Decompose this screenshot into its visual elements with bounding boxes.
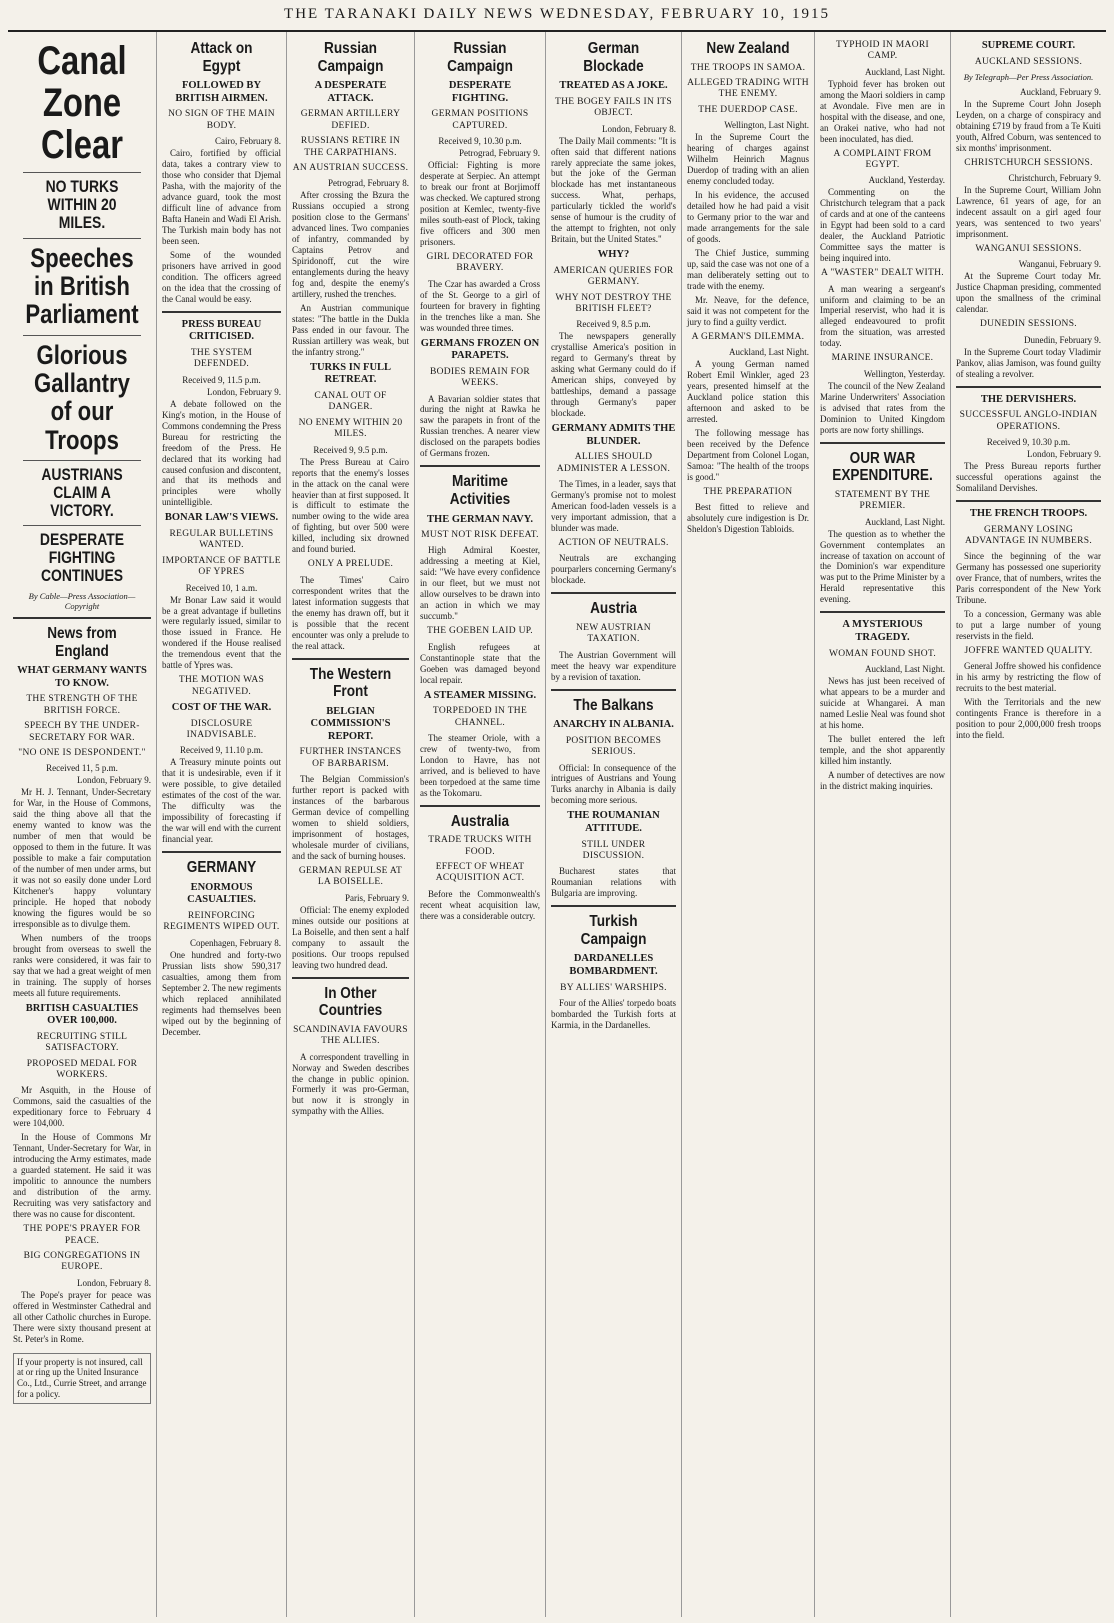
subhead: COST OF THE WAR. <box>171 702 272 714</box>
column-4 <box>415 32 546 1617</box>
paragraph: The question as to whether the Government contemplates an increase of taxation on account of the Dominion's war expenditure was put to the Prime Minister by a Herald representative this evening. <box>820 528 945 605</box>
subhead: IMPORTANCE OF BATTLE OF YPRES <box>162 555 281 578</box>
subhead: AN AUSTRIAN SUCCESS. <box>292 162 409 173</box>
section-new-zealand: New Zealand <box>706 40 790 57</box>
divider <box>820 442 945 444</box>
divider <box>23 335 141 336</box>
paragraph: A Bavarian soldier states that during the night at Rawka he saw the parapets in front of the Russian trenches. A nearer view disclosed on the parapets bodies of Germans frozen. <box>420 393 540 459</box>
paragraph: An Austrian communique states: "The battle in the Dukla Pass ended in our favour. The Russian artillery was weak, but the infantry strong." <box>292 303 409 357</box>
subhead: AUCKLAND SESSIONS. <box>974 56 1083 67</box>
subhead: CHRISTCHURCH SESSIONS. <box>964 157 1093 168</box>
paragraph: The following message has been received by the Defence Department from Colonel Logan, Samoa: "The health of the troops is good." <box>687 427 809 482</box>
dateline: Auckland, Last Night. <box>865 66 945 77</box>
paragraph: Since the beginning of the war Germany has possessed one superiority over France, that of numbers, writes the Paris correspondent of the New York Tribune. <box>956 551 1101 606</box>
column-5 <box>546 32 682 1617</box>
section-news-england: News from England <box>47 625 117 660</box>
column-3 <box>287 32 415 1617</box>
subhead: NO SIGN OF THE MAIN BODY. <box>168 109 275 131</box>
subhead: GERMAN REPULSE AT LA BOISELLE. <box>298 866 403 888</box>
paragraph: Mr. Neave, for the defence, said it was not competent for the jury to find a guilty verdict. <box>687 294 809 327</box>
paragraph: The Press Bureau at Cairo reports that the enemy's losses in the attack on the canal were heavier than at first supposed. It is difficult to estimate the number owing to the wide area of fighting, but over 500 were killed, including six drowned and found buried. <box>292 456 409 555</box>
paragraph: Official: The enemy exploded mines outside our positions at La Boiselle, and then sent a half company to assault the positions. Our troops repulsed leaving two hundred dead. <box>292 904 409 970</box>
column-1 <box>8 32 157 1617</box>
subhead: THE ROUMANIAN ATTITUDE. <box>567 810 660 834</box>
dateline: Copenhagen, February 8. <box>190 937 281 948</box>
dateline: Auckland, Last Night. <box>729 347 809 358</box>
subhead: TREATED AS A JOKE. <box>559 80 668 92</box>
subhead: THE DUERDOP CASE. <box>698 104 798 115</box>
section-war-expenditure: OUR WAR EXPENDITURE. <box>832 449 933 485</box>
subhead: BODIES REMAIN FOR WEEKS. <box>429 366 531 389</box>
paragraph: A young German named Robert Emil Winkler, aged 23 years, presented himself at the Auckland police station this afternoon and asked to be arrested. <box>687 359 809 424</box>
subhead: DESPERATE FIGHTING. <box>448 80 512 104</box>
paragraph: In the Supreme Court John Joseph Leyden, on a charge of conspiracy and obtaining £719 by fraud from a Te Kuiti youth, Alfred Coburn, was sentenced to six months' imprisonment. <box>956 98 1101 153</box>
subhead: NO ENEMY WITHIN 20 MILES. <box>298 417 403 440</box>
paragraph: Commenting on the Christchurch telegram that a pack of cards and at one of the canteens in Egypt had been sold to a card dealer, the Auckland Patriotic Committee says the matter is being inquired into. <box>820 187 945 264</box>
dateline: Cairo, February 8. <box>215 136 281 147</box>
subhead: WOMAN FOUND SHOT. <box>828 648 937 659</box>
section-french-troops: THE FRENCH TROOPS. <box>969 507 1088 519</box>
paragraph: Cairo, fortified by official data, takes a contrary view to those who consider that Djemal Pasha, with the majority of the advance guard, took the most difficult line of advance from Bafta Hanein and Wadi El Arish. The Turkish main body has not been seen. <box>162 148 281 246</box>
subhead: THE PREPARATION <box>703 486 793 497</box>
section-german-blockade: German Blockade <box>583 40 644 75</box>
paragraph: At the Supreme Court today Mr. Justice Chapman presiding, commented upon the smallness of the criminal calendar. <box>956 271 1101 315</box>
subhead: BELGIAN COMMISSION'S REPORT. <box>310 705 391 742</box>
subhead: PRESS BUREAU CRITICISED. <box>181 318 262 343</box>
paragraph: Best fitted to relieve and absolutely cure indigestion is Dr. Sheldon's Digestion Tabloids. <box>687 502 809 534</box>
divider <box>292 658 409 660</box>
credit-line: By Telegraph—Per Press Association. <box>963 71 1094 82</box>
paragraph: One hundred and forty-two Prussian lists show 590,317 casualties, among them from September 2. The new regiments which replaced annihilated regiments had themselves been wiped out by the beginning of December. <box>162 949 281 1037</box>
divider <box>956 500 1101 502</box>
divider <box>23 238 141 239</box>
subhead: PROPOSED MEDAL FOR WORKERS. <box>26 1058 138 1081</box>
paragraph: Official: Fighting is more desperate at Serpiec. An attempt to break our front at Borjimoff was checked. We captured strong position at Kemlec, twenty-five miles south-east of Plock, taking five officers and 300 men prisoners. <box>420 160 540 247</box>
subhead: ONLY A PRELUDE. <box>307 559 394 570</box>
divider <box>162 851 281 853</box>
divider <box>162 311 281 313</box>
subhead: BRITISH CASUALTIES OVER 100,000. <box>25 1002 139 1027</box>
subhead: ALLEGED TRADING WITH THE ENEMY. <box>687 77 809 100</box>
received-line: Received 9, 11.5 p.m. <box>182 374 261 385</box>
subhead: THE MOTION WAS NEGATIVED. <box>178 675 265 697</box>
paragraph: General Joffre showed his confidence in his army by restricting the flow of recruits to the best material. <box>956 661 1101 694</box>
dateline: Christchurch, February 9. <box>1008 173 1101 184</box>
divider <box>292 977 409 979</box>
column-8 <box>951 32 1106 1617</box>
subhead: WANGANUI SESSIONS. <box>975 244 1082 255</box>
subhead: THE POPE'S PRAYER FOR PEACE. <box>23 1224 141 1246</box>
subhead: SUCCESSFUL ANGLO-INDIAN OPERATIONS. <box>959 410 1098 432</box>
subhead: CANAL OUT OF DANGER. <box>314 391 387 413</box>
paragraph: Mr Asquith, in the House of Commons, said the casualties of the expeditionary force to February 4 were 104,000. <box>13 1085 151 1129</box>
dateline: London, February 9. <box>77 775 151 786</box>
headline-speeches: Speeches in British Parliament <box>25 242 139 330</box>
subhead: FURTHER INSTANCES OF BARBARISM. <box>299 747 402 769</box>
subhead: DARDANELLES BOMBARDMENT. <box>569 953 658 978</box>
paragraph: With the Territorials and the new contingents France is therefore in a position to pour 2,000,000 fresh troops into the field. <box>956 697 1101 741</box>
paragraph: The newspapers generally crystallise America's position in regard to Germany's threat by asking what Germany could do if American ships, conveyed by battleships, demand a passage through Germany's paper blockade. <box>551 331 676 419</box>
paragraph: The Chief Justice, summing up, said the case was not one of a man deliberately setting out to trade with the enemy. <box>687 247 809 291</box>
dateline: Petrograd, February 8. <box>328 178 409 189</box>
paragraph: A correspondent travelling in Norway and Sweden describes the change in public opinion. Formerly it was pro-German, but now it is strongly in sympathy with the Allies. <box>292 1051 409 1117</box>
paragraph: Official: In consequence of the intrigues of Austrians and Young Turks anarchy in Albania is daily becoming more serious. <box>551 762 676 806</box>
subhead: A DESPERATE ATTACK. <box>314 80 387 104</box>
paragraph: The Times' Cairo correspondent writes that the latest information suggests that the enemy has drawn off, but it is possible that the recent encounter was only a prelude to the real attack. <box>292 574 409 651</box>
received-line: Received 9, 11.10 p.m. <box>180 745 263 756</box>
paragraph: Some of the wounded prisoners have arrived in good condition. The officers agreed on the idea that the crossing of the Canal would be easy. <box>162 249 281 304</box>
subhead: ALLIES SHOULD ADMINISTER A LESSON. <box>556 452 671 474</box>
column-7 <box>815 32 951 1617</box>
subhead: GERMANY ADMITS THE BLUNDER. <box>551 423 676 447</box>
paragraph: In the House of Commons Mr Tennant, Under-Secretary for War, in introducing the Army estimates, made a guarded statement. He said it was impolitic to announce the numbers and distribution of the army. Recruiting was very satisfactory and there was no cause for discontent. <box>13 1132 151 1220</box>
subhead: STATEMENT BY THE PREMIER. <box>834 489 931 512</box>
paragraph: A debate followed on the King's motion, in the House of Commons condemning the Press Bureau for restricting the freedom of the Press. He declared that its working had caused confusion and discontent, and that its methods and principles were wholly unintelligible. <box>162 398 281 508</box>
paragraph: Four of the Allies' torpedo boats bombarded the Turkish forts at Karmia, in the Dardanelles. <box>551 998 676 1030</box>
paragraph: Before the Commonwealth's recent wheat acquisition law, there was a considerable outcry. <box>420 888 540 921</box>
subhead: GERMANY LOSING ADVANTAGE IN NUMBERS. <box>964 524 1093 546</box>
paragraph: The steamer Oriole, with a crew of twenty-two, from London to Havre, has not arrived, and is believed to have been torpedoed at the same time as the Tokomaru. <box>420 732 540 798</box>
subhead: RUSSIANS RETIRE IN THE CARPATHIANS. <box>300 136 401 158</box>
section-austria: Austria <box>590 600 637 618</box>
section-russian-campaign: Russian Campaign <box>317 40 384 75</box>
paragraph: The Austrian Government will meet the heavy war expenditure by a revision of taxation. <box>551 649 676 682</box>
subhead: A MYSTERIOUS TRAGEDY. <box>842 619 923 643</box>
subhead: WHAT GERMANY WANTS TO KNOW. <box>17 665 147 689</box>
dateline: Auckland, Yesterday. <box>868 175 945 186</box>
dateline: London, February 8. <box>77 1277 151 1288</box>
subhead: DUNEDIN SESSIONS. <box>980 319 1077 330</box>
headline-gallantry: Glorious Gallantry of our Troops <box>34 339 130 455</box>
masthead: THE TARANAKI DAILY NEWS WEDNESDAY, FEBRUARY 10, 1915 <box>8 6 1106 32</box>
paragraph: News has just been received of what appears to be a murder and suicide at Whangarei. A man named Leslie Neal was found shot at his home. <box>820 675 945 730</box>
subhead: SCANDINAVIA FAVOURS THE ALLIES. <box>293 1024 408 1047</box>
insurance-advertisement: If your property is not insured, call at or ring up the United Insurance Co., Ltd., Currie Street, and arrange for a policy. <box>13 1353 151 1404</box>
subhead: GERMAN POSITIONS CAPTURED. <box>431 109 529 131</box>
divider <box>551 592 676 594</box>
dateline: Auckland, Last Night. <box>865 516 945 527</box>
received-line: Received 9, 10.30 p.m. <box>986 437 1071 447</box>
subhead: A "WASTER" DEALT WITH. <box>821 268 944 279</box>
subhead: THE BOGEY FAILS IN ITS OBJECT. <box>555 96 672 119</box>
divider <box>23 460 141 461</box>
dateline: London, February 9. <box>1027 449 1101 459</box>
paragraph: After crossing the Bzura the Russians occupied a strong position close to the Germans' advanced lines. Two companies of infantry, commanded by Captains Petrov and Spiridonoff, cut the wire entanglements during the heavy fog and, despite the enemy's artillery, rushed the trenches. <box>292 190 409 300</box>
dateline: Dunedin, February 9. <box>1024 334 1101 345</box>
subhead: ACTION OF NEUTRALS. <box>558 537 669 548</box>
subhead: SPEECH BY THE UNDER-SECRETARY FOR WAR. <box>24 721 140 743</box>
subhead: ENORMOUS CASUALTIES. <box>187 881 256 906</box>
paragraph: Mr Bonar Law said it would be a great advantage if bulletins were regularly issued, similar to those issued in France. He wondered if the House realised the tremendous event that the battle of Ypres was. <box>162 594 281 671</box>
paragraph: In his evidence, the accused detailed how he had paid a visit to Germany prior to the war and made arrangements for the sale of goods. <box>687 190 809 244</box>
subhead: TRADE TRUCKS WITH FOOD. <box>428 835 532 857</box>
section-germany: GERMANY <box>186 859 257 877</box>
divider <box>23 172 141 173</box>
section-australia: Australia <box>450 812 510 830</box>
paragraph: The Daily Mail comments: "It is often said that different nations rarely appreciate the same jokes, but the joke of the German blockade has met instantaneous success. What, perhaps, particularly tickled the world's sense of humour is the crudity of the attempt to frighten, not only Britain, but the United States." <box>551 135 676 245</box>
paragraph: A number of detectives are now in the district making inquiries. <box>820 769 945 791</box>
paragraph: When numbers of the troops brought from overseas to swell the ranks were considered, it was fair to say that we had a great weight of men in training. The supply of horses meets all future requirements. <box>13 932 151 998</box>
subhead: GERMAN ARTILLERY DEFIED. <box>300 109 401 131</box>
subhead: A COMPLAINT FROM EGYPT. <box>833 148 932 170</box>
subhead: JOFFRE WANTED QUALITY. <box>964 646 1093 657</box>
subhead: NEW AUSTRIAN TAXATION. <box>576 622 651 645</box>
subhead: GIRL DECORATED FOR BRAVERY. <box>426 251 534 274</box>
headline-no-turks: NO TURKS WITHIN 20 MILES. <box>45 177 119 232</box>
received-line: Received 9, 8.5 p.m. <box>576 319 651 330</box>
paragraph: Typhoid fever has broken out among the Maori soldiers in camp at Avondale. Five men are in hospital with the disease, and one, an Orakei native, who had not been inoculated, has died. <box>820 78 945 144</box>
subhead: AMERICAN QUERIES FOR GERMANY. <box>553 265 674 288</box>
credit-line: By Cable—Press Association—Copyright <box>28 591 136 611</box>
section-balkans: The Balkans <box>573 696 654 714</box>
subhead: A GERMAN'S DILEMMA. <box>691 331 805 342</box>
section-other-countries: In Other Countries <box>318 984 383 1020</box>
subhead: THE STRENGTH OF THE BRITISH FORCE. <box>26 694 138 716</box>
subhead: "NO ONE IS DESPONDENT." <box>18 747 146 758</box>
subhead: TORPEDOED IN THE CHANNEL. <box>432 706 528 728</box>
section-attack-egypt: Attack on Egypt <box>190 40 253 75</box>
paragraph: The Times, in a leader, says that Germany's promise not to molest American food-laden vessels is a very important admission, that a blunder was made. <box>551 479 676 533</box>
subhead: THE GERMAN NAVY. <box>427 513 533 525</box>
subhead: WHY? <box>597 249 630 261</box>
dateline: Petrograd, February 9. <box>459 148 540 159</box>
divider <box>420 465 540 467</box>
column-2 <box>157 32 287 1617</box>
paragraph: English refugees at Constantinople state that the Goeben was damaged beyond local repair. <box>420 641 540 685</box>
paragraph: In the Supreme Court today Vladimir Pankov, alias Jamison, was found guilty of stealing a revolver. <box>956 346 1101 379</box>
headline-austrians: AUSTRIANS CLAIM A VICTORY. <box>41 464 123 520</box>
paragraph: A Treasury minute points out that it is undesirable, even if it were possible, to give detailed estimates of the cost of the war. The difficulty was the impossibility of forecasting if the war will end with the current financial year. <box>162 757 281 845</box>
paragraph: High Admiral Koester, addressing a meeting at Kiel, said: "We have every confidence in our fleet, but we must not allow ourselves to be drawn into an action in which we may succumb." <box>420 545 540 622</box>
subhead: DISCLOSURE INADVISABLE. <box>186 718 257 741</box>
paragraph: The Press Bureau reports further successful operations against the Somaliland Dervishes. <box>956 461 1101 493</box>
divider <box>23 525 141 526</box>
paragraph: In the Supreme Court the hearing of charges against Wilhelm Heinrich Magnus Duerdop of trading with an alien enemy concluded today. <box>687 132 809 187</box>
subhead: FOLLOWED BY BRITISH AIRMEN. <box>175 80 268 104</box>
paragraph: To a concession, Germany was able to put a large number of young reservists in the field. <box>956 609 1101 642</box>
section-supreme-court: SUPREME COURT. <box>981 40 1076 51</box>
columns <box>8 32 1106 1617</box>
section-turkish-campaign: Turkish Campaign <box>580 913 647 948</box>
subhead: MARINE INSURANCE. <box>831 353 934 364</box>
subhead: REGULAR BULLETINS WANTED. <box>169 528 274 551</box>
received-line: Received 11, 5 p.m. <box>46 763 118 774</box>
subhead: STILL UNDER DISCUSSION. <box>581 839 646 861</box>
subhead: RECRUITING STILL SATISFACTORY. <box>36 1031 128 1054</box>
subhead: BIG CONGREGATIONS IN EUROPE. <box>23 1250 141 1273</box>
paragraph: Bucharest states that Roumanian relations with Bulgaria are improving. <box>551 866 676 899</box>
subhead: THE GOEBEN LAID UP. <box>427 626 533 637</box>
received-line: Received 9, 9.5 p.m. <box>313 444 388 455</box>
section-western-front: The Western Front <box>309 665 392 701</box>
paragraph: A man wearing a sergeant's uniform and claiming to be an Imperial reservist, who had it is alleged endeavoured to profit from the situation, was arrested today. <box>820 283 945 349</box>
subhead: WHY NOT DESTROY THE BRITISH FLEET? <box>555 292 672 315</box>
received-line: Received 10, 1 a.m. <box>185 582 258 593</box>
received-line: Received 9, 10.30 p.m. <box>438 136 522 147</box>
subhead: THE SYSTEM DEFENDED. <box>190 347 253 370</box>
column-6 <box>682 32 815 1617</box>
divider <box>551 905 676 907</box>
paragraph: The Pope's prayer for peace was offered in Westminster Cathedral and all other Catholic churches in Europe. There were sixty thousand present at St. Peter's in Rome. <box>13 1289 151 1344</box>
section-maritime: Maritime Activities <box>449 473 511 508</box>
paragraph: The Czar has awarded a Cross of the St. George to a girl of fourteen for bravery in fighting in the trenches like a man. She was wounded three times. <box>420 278 540 333</box>
subhead: EFFECT OF WHEAT ACQUISITION ACT. <box>435 862 525 884</box>
headline-canal-zone: Canal Zone Clear <box>37 39 127 167</box>
subhead: ANARCHY IN ALBANIA. <box>553 719 674 731</box>
dateline: Auckland, Last Night. <box>865 663 945 674</box>
subhead: BONAR LAW'S VIEWS. <box>164 512 279 524</box>
divider <box>956 386 1101 388</box>
section-russian-campaign-2: Russian Campaign <box>447 40 513 75</box>
subhead: TURKS IN FULL RETREAT. <box>309 361 392 386</box>
headline-desperate: DESPERATE FIGHTING CONTINUES <box>39 530 125 586</box>
divider <box>551 689 676 691</box>
divider <box>13 617 151 619</box>
subhead: BY ALLIES' WARSHIPS. <box>560 982 667 993</box>
paragraph: In the Supreme Court, William John Lawrence, 61 years of age, for an indecent assault on a girl aged four years, was sentenced to two years' imprisonment. <box>956 185 1101 240</box>
subhead: REINFORCING REGIMENTS WIPED OUT. <box>163 911 280 933</box>
paragraph: The Belgian Commission's further report is packed with instances of the barbarous German device of compelling women to shield soldiers, imprisonment of hostages, wholesale murder of civilians, and the sack of burning houses. <box>292 774 409 862</box>
paragraph: Neutrals are exchanging pourparlers concerning Germany's blockade. <box>551 553 676 586</box>
section-dervishers: THE DERVISHERS. <box>980 393 1077 405</box>
dateline: London, February 8. <box>602 123 676 134</box>
dateline: Auckland, February 9. <box>1020 86 1101 97</box>
subhead: A STEAMER MISSING. <box>423 689 537 701</box>
dateline: Paris, February 9. <box>345 892 409 903</box>
paragraph: The bullet entered the left temple, and the shot apparently killed him instantly. <box>820 733 945 766</box>
dateline: Wanganui, February 9. <box>1018 259 1101 270</box>
dateline: Wellington, Yesterday. <box>863 368 945 379</box>
divider <box>420 805 540 807</box>
dateline: London, February 9. <box>207 386 281 397</box>
subhead: MUST NOT RISK DEFEAT. <box>421 530 539 541</box>
subhead: GERMANS FROZEN ON PARAPETS. <box>420 337 540 362</box>
dateline: Wellington, Last Night. <box>724 120 809 131</box>
subhead: POSITION BECOMES SERIOUS. <box>565 735 662 758</box>
subhead: THE TROOPS IN SAMOA. <box>690 62 806 73</box>
paragraph: The council of the New Zealand Marine Underwriters' Association is advised that rates from the Dominion to United Kingdom ports are now forty shillings. <box>820 380 945 435</box>
subhead: TYPHOID IN MAORI CAMP. <box>836 40 929 62</box>
divider <box>820 611 945 613</box>
paragraph: Mr H. J. Tennant, Under-Secretary for War, in the House of Commons, said the thing above all that the enemy wanted to know was the number of men that would be opposed to them in the future. It was possible to make a fair computation of the number of men under arms, but it was not so easily done under Lord Kitchener's happy voluntary principle. He hoped that nobody knowing the figures would be so irresponsible as to divulge them. <box>13 787 151 929</box>
